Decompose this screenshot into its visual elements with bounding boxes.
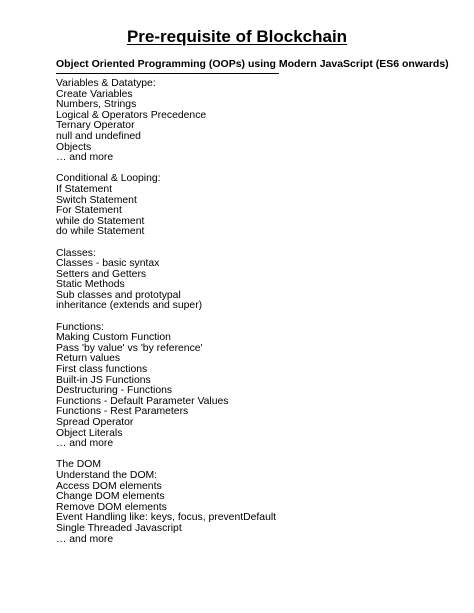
topic-item: Access DOM elements bbox=[56, 480, 162, 492]
topic-section bbox=[56, 174, 436, 238]
topic-item: Built-in JS Functions bbox=[56, 374, 151, 386]
topic-item: For Statement bbox=[56, 205, 122, 217]
topic-item: Classes - basic syntax bbox=[56, 258, 160, 270]
section-heading: Variables & Datatype: bbox=[56, 78, 156, 89]
section-heading: Functions: bbox=[56, 321, 104, 333]
topic-list bbox=[56, 79, 436, 556]
topic-item: Sub classes and prototypal bbox=[56, 289, 181, 301]
topic-item: Event Handling like: keys, focus, preventDefault bbox=[56, 512, 277, 524]
topic-item: Understand the DOM: bbox=[56, 469, 158, 481]
topic-item: Setters and Getters bbox=[56, 268, 147, 280]
topic-item: First class functions bbox=[56, 364, 148, 376]
topic-item: Switch Statement bbox=[56, 194, 137, 206]
topic-item: inheritance (extends and super) bbox=[56, 300, 203, 312]
section-heading: Classes: bbox=[56, 247, 96, 259]
topic-item: Return values bbox=[56, 353, 121, 365]
section-heading: Conditional & Looping: bbox=[56, 173, 161, 185]
topic-section bbox=[56, 323, 436, 450]
topic-item: … and more bbox=[56, 438, 114, 450]
topic-item: null and undefined bbox=[56, 130, 141, 142]
topic-section bbox=[56, 249, 436, 313]
topic-item: Spread Operator bbox=[56, 417, 134, 428]
topic-item: Pass 'by value' vs 'by reference' bbox=[56, 342, 203, 354]
topic-item: Numbers, Strings bbox=[56, 99, 137, 111]
topic-item: If Statement bbox=[56, 183, 113, 195]
topic-item: Static Methods bbox=[56, 279, 125, 291]
topic-item: Objects bbox=[56, 141, 92, 153]
topic-item: Remove DOM elements bbox=[56, 501, 167, 513]
topic-section bbox=[56, 460, 436, 545]
topic-item: while do Statement bbox=[56, 215, 145, 227]
topic-item: Ternary Operator bbox=[56, 120, 135, 132]
topic-item: do while Statement bbox=[56, 226, 145, 238]
topic-item: … and more bbox=[56, 533, 114, 545]
topic-section bbox=[56, 79, 436, 164]
subtitle-divider bbox=[56, 73, 279, 74]
topic-item: … and more bbox=[56, 152, 114, 164]
topic-item: Change DOM elements bbox=[56, 491, 165, 503]
section-heading: The DOM bbox=[56, 459, 102, 471]
topic-item: Functions - Default Parameter Values bbox=[56, 395, 229, 407]
page-title: Pre-requisite of Blockchain bbox=[126, 27, 348, 46]
page-subtitle: Object Oriented Programming (OOPs) using Modern JavaScript (ES6 onwards) bbox=[56, 58, 449, 70]
topic-item: Destructuring - Functions bbox=[56, 385, 173, 397]
topic-item: Logical & Operators Precedence bbox=[56, 109, 207, 121]
topic-item: Making Custom Function bbox=[56, 332, 171, 344]
topic-item: Create Variables bbox=[56, 88, 133, 100]
topic-item: Single Threaded Javascript bbox=[56, 522, 182, 534]
topic-item: Object Literals bbox=[56, 427, 123, 439]
topic-item: Functions - Rest Parameters bbox=[56, 406, 189, 418]
